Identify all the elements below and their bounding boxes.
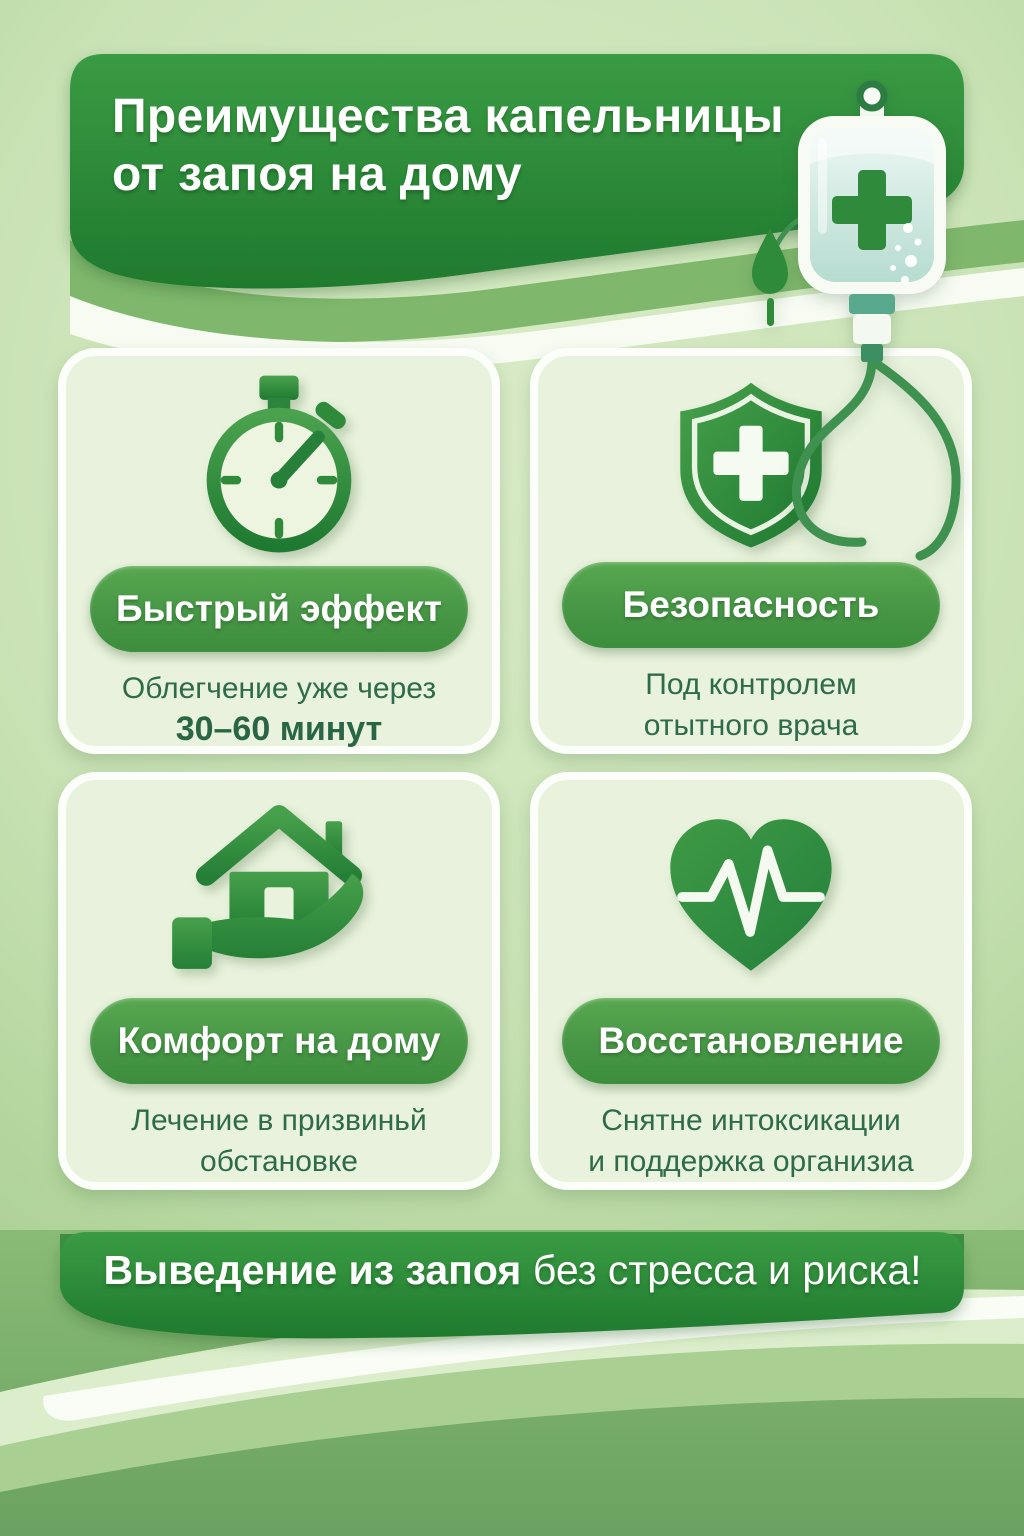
card-recovery-description <box>588 1100 913 1182</box>
card-comfort-description <box>131 1100 426 1182</box>
card-recovery <box>530 772 972 1190</box>
card-desc-line2: отытного врача <box>643 709 859 742</box>
card-label: Безопасность <box>622 584 880 625</box>
card-comfort-icon-area <box>167 794 391 998</box>
card-safety-label-pill <box>562 562 940 648</box>
card-fast-effect-icon-area <box>181 370 377 566</box>
card-desc-line1: Снятне интоксикации <box>601 1104 901 1137</box>
shield-cross-icon <box>657 370 845 562</box>
page-title-line1: Преимущества капельницы <box>112 90 784 143</box>
card-label: Восстановление <box>598 1020 904 1061</box>
card-recovery-icon-area <box>649 794 853 998</box>
page-title-line2: от запоя на дому <box>112 148 523 201</box>
card-safety-icon-area <box>657 370 845 562</box>
card-comfort-label-pill <box>90 998 468 1084</box>
heart-pulse-icon <box>649 803 853 989</box>
footer-slogan <box>60 1247 965 1294</box>
card-desc-line1: Облегчение уже через <box>121 672 437 705</box>
stopwatch-icon <box>181 370 377 566</box>
card-recovery-label-pill <box>562 998 940 1084</box>
card-desc-line1: Лечение в призвиньй <box>131 1104 427 1137</box>
footer-slogan-regular: без стресса и риска! <box>532 1247 922 1293</box>
card-label: Комфорт на дому <box>117 1020 441 1061</box>
house-in-hand-icon <box>167 794 391 998</box>
card-safety <box>530 348 972 754</box>
card-fast-effect-description <box>122 668 436 750</box>
card-label: Быстрый эффект <box>115 588 443 629</box>
card-desc-line1: Под контролем <box>645 668 857 701</box>
page-title <box>112 88 784 204</box>
footer-slogan-bold: Выведение из запоя <box>103 1247 522 1293</box>
card-safety-description <box>644 664 859 746</box>
benefit-cards-grid <box>58 348 972 1190</box>
card-desc-line2: 30–60 минут <box>175 710 383 748</box>
card-desc-line2: обстановке <box>200 1145 358 1178</box>
card-desc-line2: и поддержка организиа <box>588 1145 914 1178</box>
card-fast-effect <box>58 348 500 754</box>
card-comfort <box>58 772 500 1190</box>
card-fast-effect-label-pill <box>90 566 468 652</box>
